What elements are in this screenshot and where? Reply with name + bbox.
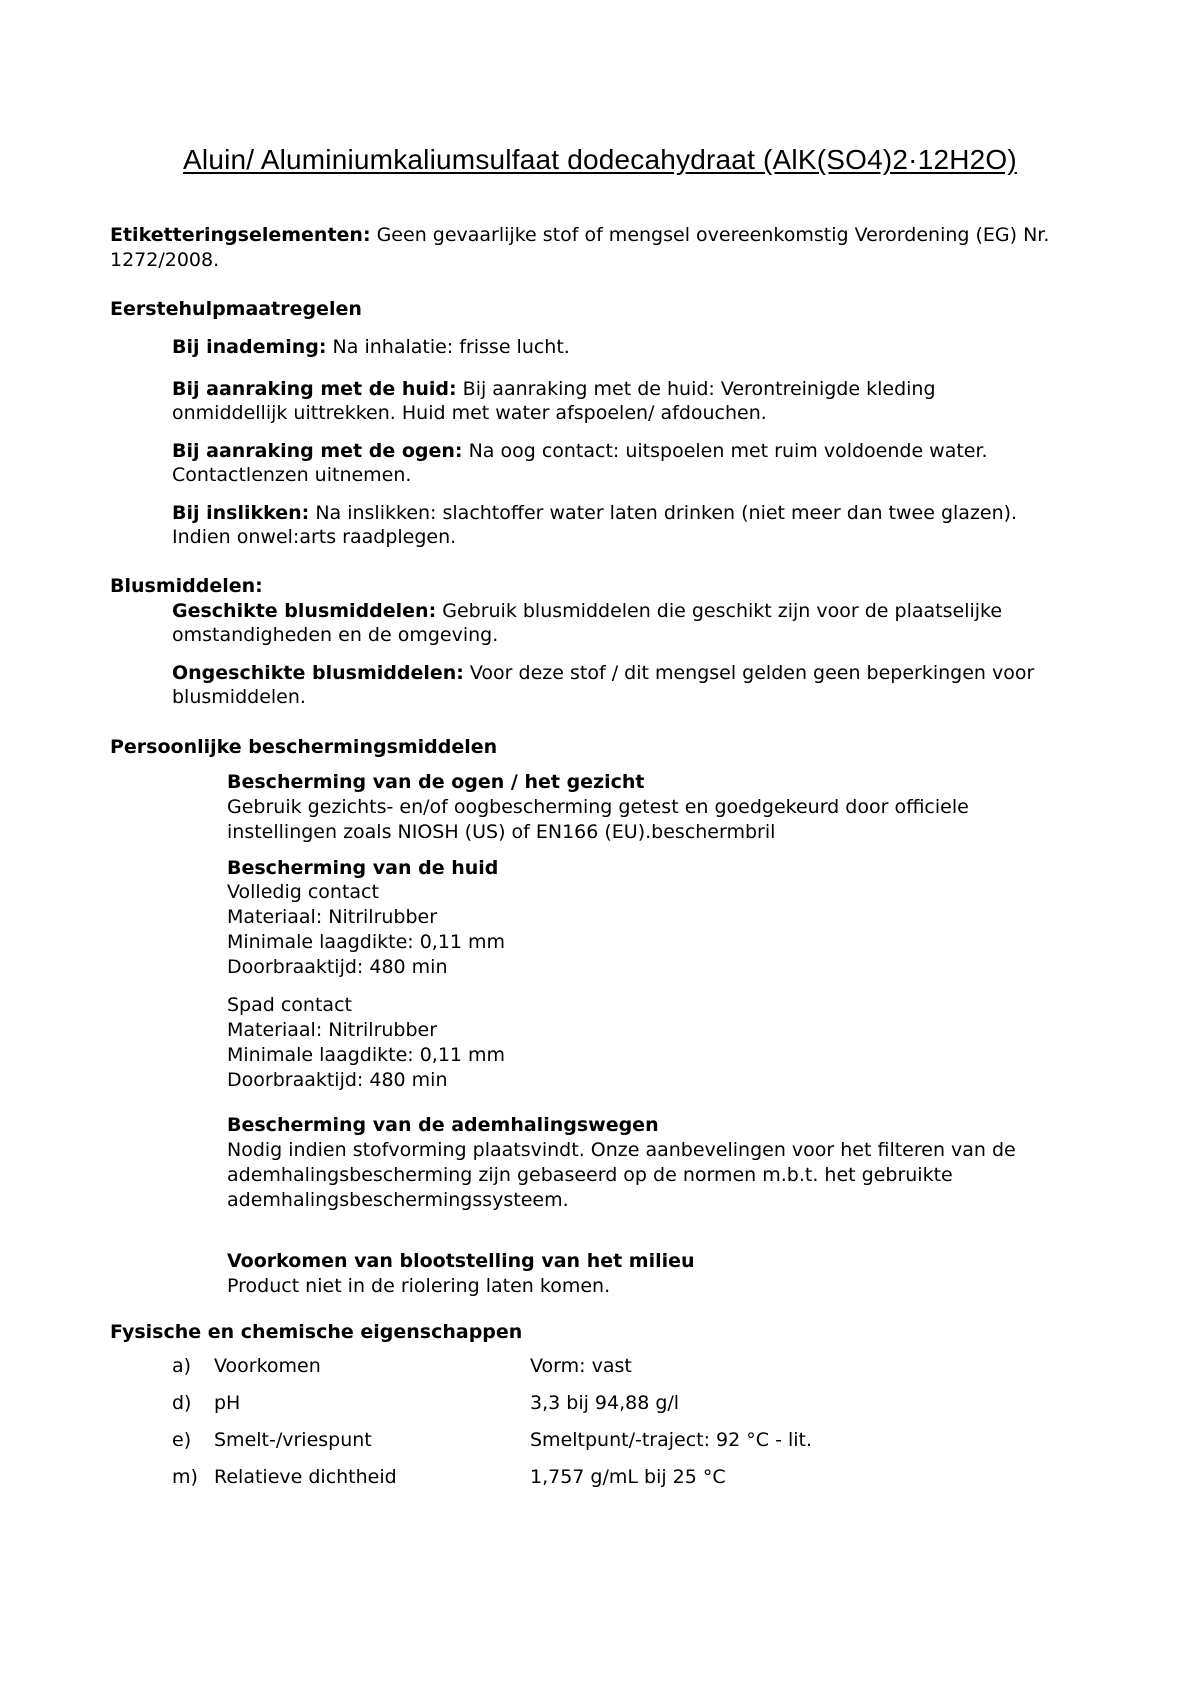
geschikt-label: Geschikte blusmiddelen:: [172, 600, 437, 622]
ehbo-inslikken: [172, 501, 1017, 525]
etiket-text-2: 1272/2008.: [110, 249, 220, 271]
milieu-line-1: Product niet in de riolering laten komen.: [227, 1275, 611, 1297]
ogen-text-1: Na oog contact: uitspoelen met ruim voldoende water.: [462, 440, 988, 462]
ogen-bescherming-line-2: instellingen zoals NIOSH (US) of EN166 (EU).beschermbril: [227, 821, 776, 843]
etiket-label: Etiketteringselementen:: [110, 224, 371, 246]
huid-line: Spad contact: [227, 994, 352, 1016]
property-value: Vorm: vast: [530, 1355, 632, 1377]
property-letter: m): [172, 1466, 198, 1488]
property-value: Smeltpunt/-traject: 92 °C - lit.: [530, 1429, 813, 1451]
property-row: [172, 1354, 1072, 1391]
ongeschikt-label: Ongeschikte blusmiddelen:: [172, 662, 464, 684]
property-letter: a): [172, 1355, 192, 1377]
milieu-heading: Voorkomen van blootstelling van het milieu: [227, 1250, 695, 1272]
ongeschikt-text-1: Voor deze stof / dit mengsel gelden geen beperkingen voor: [463, 662, 1035, 684]
inademing-label: Bij inademing:: [172, 336, 327, 358]
huid-line: Materiaal: Nitrilrubber: [227, 1019, 438, 1041]
adem-line-1: Nodig indien stofvorming plaatsvindt. Onze aanbevelingen voor het filteren van de: [227, 1139, 1016, 1161]
huid-line: Minimale laagdikte: 0,11 mm: [227, 931, 506, 953]
blus-geschikt: [172, 599, 1002, 623]
fys-heading: Fysische en chemische eigenschappen: [110, 1321, 523, 1343]
huid-line: Doorbraaktijd: 480 min: [227, 956, 448, 978]
property-name: Smelt-/vriespunt: [214, 1429, 372, 1451]
inslikken-label: Bij inslikken:: [172, 502, 310, 524]
huid-text-1: Bij aanraking met de huid: Verontreinigde kleding: [456, 378, 936, 400]
ongeschikt-text-2: blusmiddelen.: [172, 686, 306, 708]
ogen-bescherming-line-1: Gebruik gezichts- en/of oogbescherming getest en goedgekeurd door officiele: [227, 796, 969, 818]
huid-line: Minimale laagdikte: 0,11 mm: [227, 1044, 506, 1066]
property-row: [172, 1465, 1072, 1502]
geschikt-text-2: omstandigheden en de omgeving.: [172, 624, 499, 646]
ehbo-inademing: [172, 335, 570, 359]
property-letter: e): [172, 1429, 192, 1451]
geschikt-text-1: Gebruik blusmiddelen die geschikt zijn voor de plaatselijke: [436, 600, 1003, 622]
inademing-text: Na inhalatie: frisse lucht.: [326, 336, 570, 358]
property-name: pH: [214, 1392, 241, 1414]
property-letter: d): [172, 1392, 192, 1414]
huid-line: Doorbraaktijd: 480 min: [227, 1069, 448, 1091]
huid-line: Volledig contact: [227, 881, 379, 903]
property-row: [172, 1391, 1072, 1428]
ogen-bescherming-heading: Bescherming van de ogen / het gezicht: [227, 771, 645, 793]
huid-line: Materiaal: Nitrilrubber: [227, 906, 438, 928]
huid-bescherming-heading: Bescherming van de huid: [227, 857, 499, 879]
blus-heading: Blusmiddelen:: [110, 575, 263, 597]
inslikken-text-1: Na inslikken: slachtoffer water laten drinken (niet meer dan twee glazen).: [309, 502, 1018, 524]
adem-bescherming-heading: Bescherming van de ademhalingswegen: [227, 1114, 659, 1136]
adem-line-2: ademhalingsbescherming zijn gebaseerd op de normen m.b.t. het gebruikte: [227, 1164, 953, 1186]
properties-list: [172, 1354, 1072, 1502]
etiket-line-1: [110, 223, 1049, 247]
ogen-text-2: Contactlenzen uitnemen.: [172, 464, 412, 486]
huid-label: Bij aanraking met de huid:: [172, 378, 457, 400]
property-value: 3,3 bij 94,88 g/l: [530, 1392, 680, 1414]
ehbo-heading: Eerstehulpmaatregelen: [110, 298, 362, 320]
property-value: 1,757 g/mL bij 25 °C: [530, 1466, 726, 1488]
etiket-text-1: Geen gevaarlijke stof of mengsel overeenkomstig Verordening (EG) Nr.: [370, 224, 1050, 246]
blus-ongeschikt: [172, 661, 1034, 685]
ogen-label: Bij aanraking met de ogen:: [172, 440, 463, 462]
property-name: Relatieve dichtheid: [214, 1466, 397, 1488]
ehbo-ogen: [172, 439, 988, 463]
document-title: Aluin/ Aluminiumkaliumsulfaat dodecahydraat (AlK(SO4)2·12H2O): [183, 144, 1017, 175]
inslikken-text-2: Indien onwel:arts raadplegen.: [172, 526, 457, 548]
huid-text-2: onmiddellijk uittrekken. Huid met water afspoelen/ afdouchen.: [172, 402, 767, 424]
ehbo-huid: [172, 377, 936, 401]
property-name: Voorkomen: [214, 1355, 321, 1377]
property-row: [172, 1428, 1072, 1465]
pbm-heading: Persoonlijke beschermingsmiddelen: [110, 736, 498, 758]
adem-line-3: ademhalingsbeschermingssysteem.: [227, 1189, 569, 1211]
